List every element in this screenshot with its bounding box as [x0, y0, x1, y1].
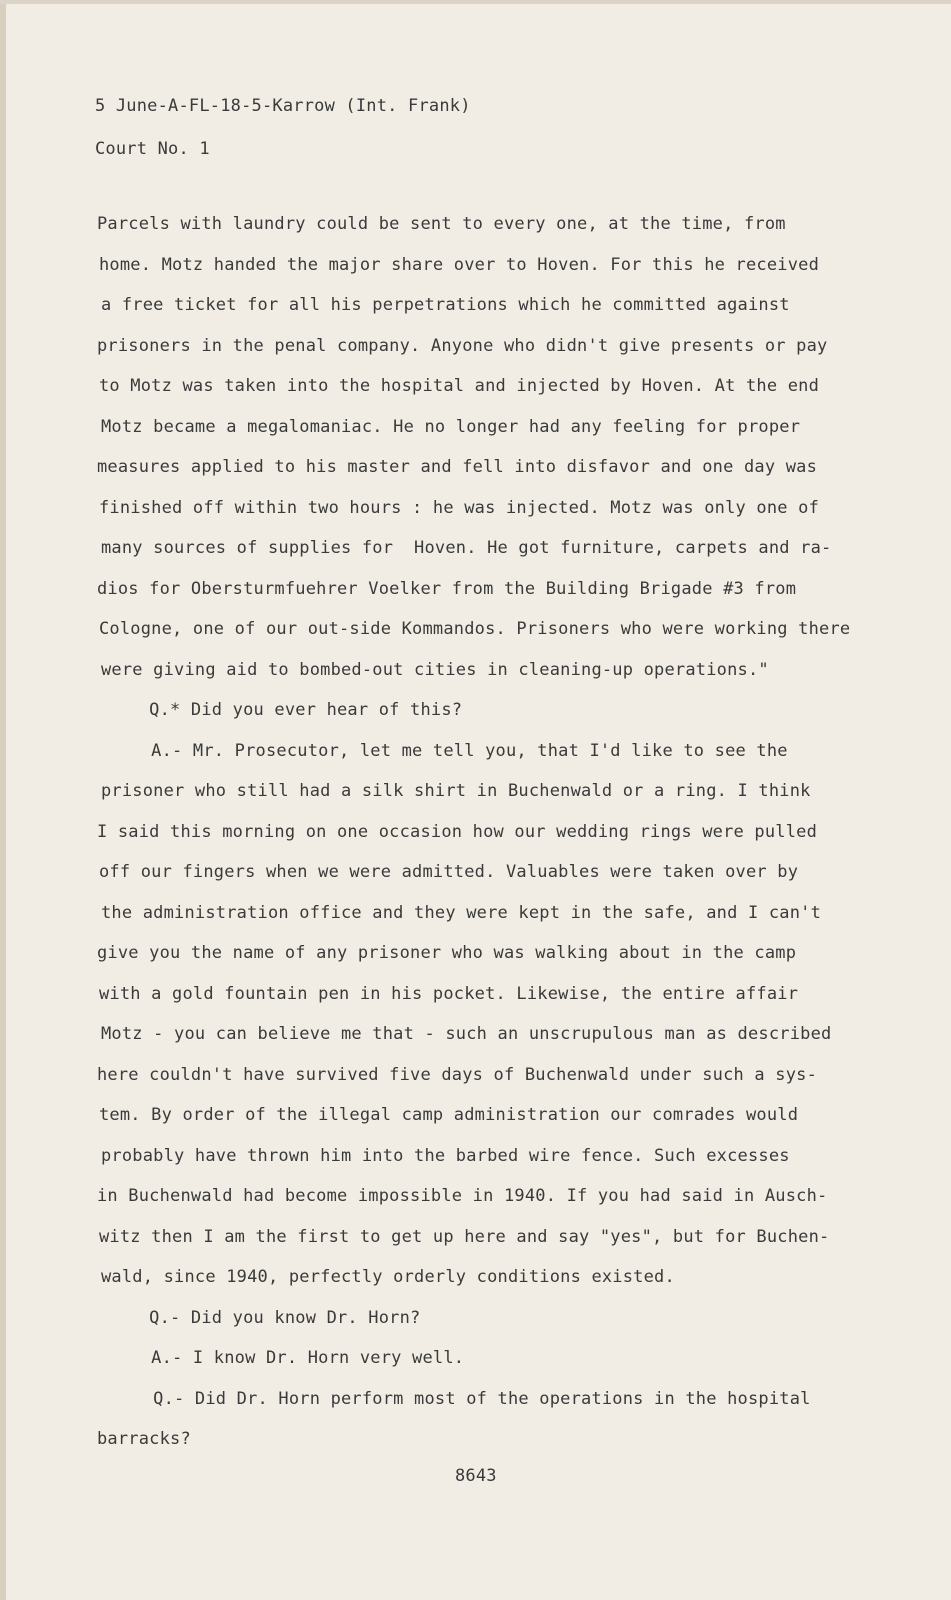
- transcript-line: A.- I know Dr. Horn very well.: [99, 1348, 465, 1368]
- transcript-line: here couldn't have survived five days of Buchenwald under such a sys-: [97, 1065, 818, 1085]
- transcript-line: Q.- Did you know Dr. Horn?: [97, 1308, 421, 1328]
- transcript-line: many sources of supplies for Hoven. He got furniture, carpets and ra-: [101, 538, 832, 558]
- transcript-line: measures applied to his master and fell into disfavor and one day was: [97, 457, 818, 477]
- transcript-line: dios for Obersturmfuehrer Voelker from the Building Brigade #3 from: [97, 579, 797, 599]
- transcript-line: Q.- Did Dr. Horn perform most of the operations in the hospital: [101, 1389, 811, 1409]
- transcript-line: I said this morning on one occasion how our wedding rings were pulled: [97, 822, 818, 842]
- transcript-line: barracks?: [97, 1429, 191, 1449]
- transcript-line: Cologne, one of our out-side Kommandos. Prisoners who were working there: [99, 619, 851, 639]
- transcript-line: to Motz was taken into the hospital and injected by Hoven. At the end: [99, 376, 820, 396]
- page-number: 8643: [455, 1466, 497, 1486]
- transcript-line: Motz became a megalomaniac. He no longer had any feeling for proper: [101, 417, 801, 437]
- transcript-line: Motz - you can believe me that - such an unscrupulous man as described: [101, 1024, 832, 1044]
- page-edge-top: [0, 0, 951, 4]
- transcript-line: home. Motz handed the major share over to Hoven. For this he received: [99, 255, 820, 275]
- transcript-line: tem. By order of the illegal camp administration our comrades would: [99, 1105, 799, 1125]
- header-reference: 5 June-A-FL-18-5-Karrow (Int. Frank): [95, 96, 471, 116]
- transcript-line: prisoners in the penal company. Anyone who didn't give presents or pay: [97, 336, 828, 356]
- transcript-line: A.- Mr. Prosecutor, let me tell you, that I'd like to see the: [99, 741, 788, 761]
- transcript-line: give you the name of any prisoner who was walking about in the camp: [97, 943, 797, 963]
- transcript-line: were giving aid to bombed-out cities in cleaning-up operations.": [101, 660, 769, 680]
- transcript-line: off our fingers when we were admitted. Valuables were taken over by: [99, 862, 799, 882]
- transcript-line: prisoner who still had a silk shirt in Buchenwald or a ring. I think: [101, 781, 811, 801]
- transcript-line: with a gold fountain pen in his pocket. Likewise, the entire affair: [99, 984, 799, 1004]
- transcript-line: finished off within two hours : he was injected. Motz was only one of: [99, 498, 820, 518]
- transcript-line: the administration office and they were kept in the safe, and I can't: [101, 903, 822, 923]
- transcript-line: probably have thrown him into the barbed wire fence. Such excesses: [101, 1146, 790, 1166]
- transcript-line: Q.* Did you ever hear of this?: [97, 700, 463, 720]
- transcript-line: in Buchenwald had become impossible in 1940. If you had said in Ausch-: [97, 1186, 828, 1206]
- header-court: Court No. 1: [95, 139, 210, 159]
- transcript-line: Parcels with laundry could be sent to every one, at the time, from: [97, 214, 786, 234]
- page-edge-left: [0, 0, 6, 1600]
- transcript-line: witz then I am the first to get up here and say "yes", but for Buchen-: [99, 1227, 830, 1247]
- transcript-line: a free ticket for all his perpetrations which he committed against: [101, 295, 790, 315]
- transcript-line: wald, since 1940, perfectly orderly conditions existed.: [101, 1267, 675, 1287]
